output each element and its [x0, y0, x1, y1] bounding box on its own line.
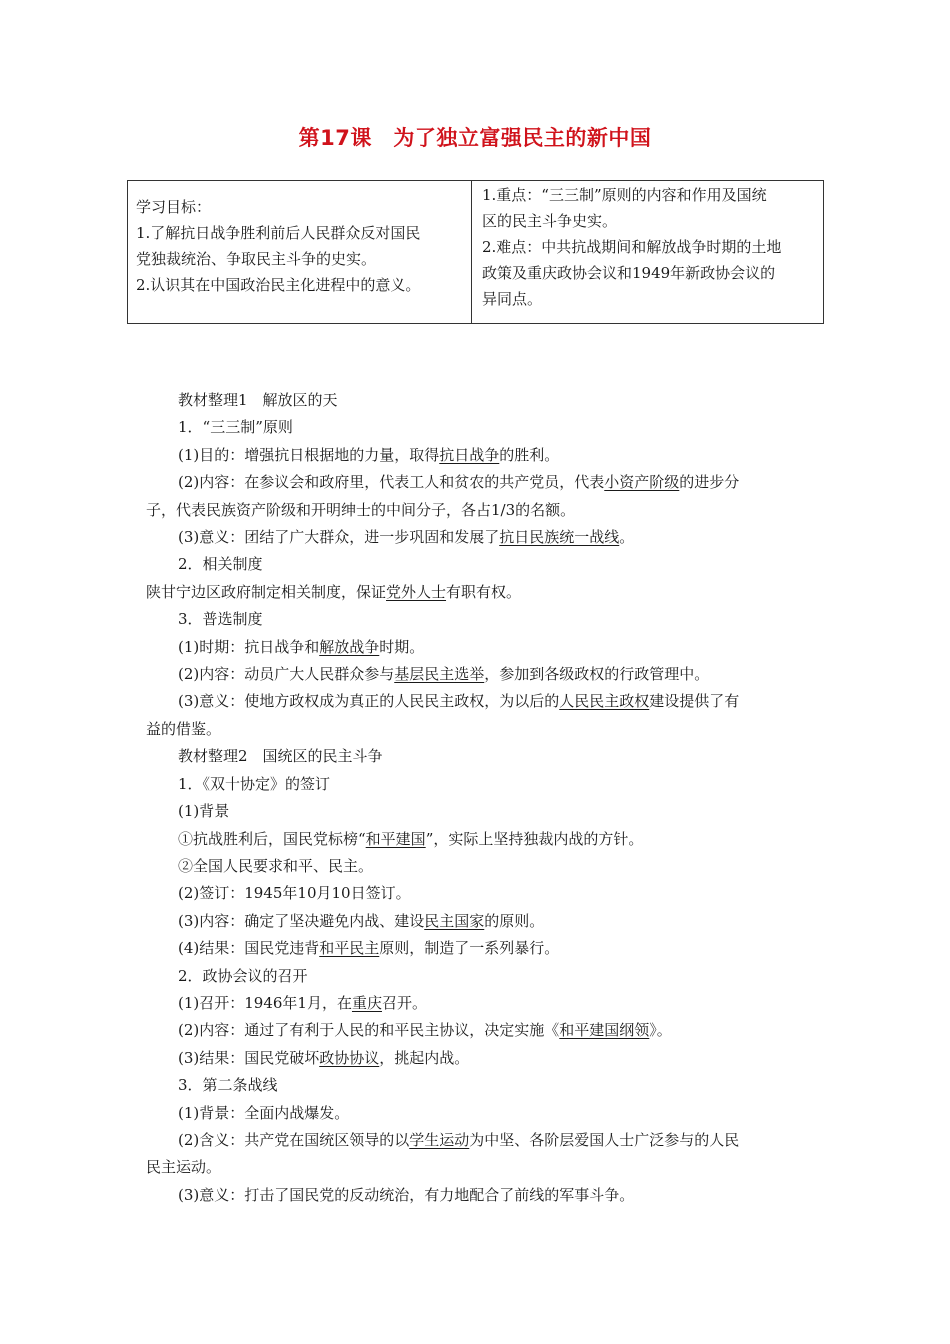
text-segment: (3)意义：使地方政权成为真正的人民民主政权，为以后的 — [178, 692, 560, 711]
text-segment: (2)内容：动员广大人民群众参与 — [178, 665, 395, 684]
goal-line: 区的民主斗争史实。 — [482, 212, 618, 230]
goal-line: 政策及重庆政协会议和1949年新政协会议的 — [482, 264, 776, 282]
underlined-answer: 党外人士 — [386, 582, 447, 601]
content-line — [146, 880, 814, 907]
learning-goals-cell — [128, 181, 472, 323]
text-segment: 教材整理1 解放区的天 — [178, 391, 338, 409]
content-line — [146, 990, 814, 1017]
text-segment: 有职有权。 — [446, 582, 522, 601]
text-segment: ，挑起内战。 — [379, 1048, 470, 1067]
content-line — [146, 1127, 814, 1154]
underlined-answer: 解放战争 — [319, 637, 380, 656]
text-segment: (3)内容：确定了坚决避免内战、建设 — [178, 911, 425, 930]
text-segment: 2．政协会议的召开 — [178, 966, 308, 985]
content-line — [146, 1017, 814, 1044]
content-line — [146, 853, 814, 880]
underlined-answer: 民主国家 — [424, 911, 485, 930]
content-line — [146, 414, 814, 441]
page-title: 第17课 为了独立富强民主的新中国 — [298, 126, 652, 150]
content-line — [146, 469, 814, 496]
underlined-answer: 小资产阶级 — [604, 473, 680, 492]
text-segment: 时期。 — [379, 637, 425, 656]
content-line — [146, 935, 814, 962]
underlined-answer: 政协协议 — [319, 1048, 380, 1067]
text-segment: 的原则。 — [484, 911, 545, 930]
text-segment: 为中坚、各阶层爱国人士广泛参与的人民 — [469, 1130, 740, 1149]
text-segment: (4)结果：国民党违背 — [178, 939, 320, 958]
underlined-answer: 重庆 — [351, 993, 382, 1012]
text-segment: 1．“三三制”原则 — [178, 418, 293, 437]
text-segment: 的胜利。 — [499, 445, 560, 464]
content-line — [146, 634, 814, 661]
text-segment: 的进步分 — [679, 473, 740, 492]
key-points-cell — [472, 181, 823, 323]
text-segment: 3．普选制度 — [178, 610, 263, 629]
content-line — [146, 963, 814, 990]
text-segment: 益的借鉴。 — [146, 719, 222, 738]
content-line — [146, 688, 814, 715]
content-line — [146, 1154, 814, 1181]
goal-line: 1.了解抗日战争胜利前后人民群众反对国民 — [136, 224, 421, 242]
content-body — [146, 387, 814, 1209]
text-segment: (3)结果：国民党破坏 — [178, 1048, 320, 1067]
goal-line: 学习目标： — [136, 198, 212, 216]
text-segment: (2)含义：共产党在国统区领导的以 — [178, 1130, 410, 1149]
goal-line: 党独裁统治、争取民主斗争的史实。 — [136, 250, 377, 268]
content-line — [146, 387, 814, 414]
text-segment: 召开。 — [381, 993, 427, 1012]
underlined-answer: 和平建国纲领 — [559, 1021, 650, 1040]
content-line — [146, 661, 814, 688]
content-line — [146, 798, 814, 825]
content-line — [146, 716, 814, 743]
content-line — [146, 524, 814, 551]
text-segment: 教材整理2 国统区的民主斗争 — [178, 747, 383, 766]
text-segment: (2)内容：通过了有利于人民的和平民主协议，决定实施《 — [178, 1021, 560, 1040]
goal-line: 1.重点：“三三制”原则的内容和作用及国统 — [482, 186, 767, 204]
content-line — [146, 1045, 814, 1072]
text-segment: 原则，制造了一系列暴行。 — [379, 939, 560, 958]
text-segment: 》。 — [649, 1021, 672, 1040]
content-line — [146, 442, 814, 469]
text-segment: ”，实际上坚持独裁内战的方针。 — [425, 829, 644, 848]
text-segment: 。 — [619, 528, 635, 547]
content-line — [146, 743, 814, 770]
text-segment: (2)签订：1945年10月10日签订。 — [178, 884, 411, 903]
goal-line: 异同点。 — [482, 290, 543, 308]
text-segment: (1)召开：1946年1月，在 — [178, 993, 352, 1012]
underlined-answer: 抗日民族统一战线 — [499, 528, 620, 547]
goal-line: 2.难点：中共抗战期间和解放战争时期的土地 — [482, 238, 782, 256]
text-segment: (3)意义：团结了广大群众，进一步巩固和发展了 — [178, 528, 500, 547]
content-line — [146, 579, 814, 606]
underlined-answer: 和平建国 — [365, 829, 426, 848]
underlined-answer: 和平民主 — [319, 939, 380, 958]
text-segment: 民主运动。 — [146, 1158, 222, 1177]
text-segment: 建设提供了有 — [649, 692, 740, 711]
text-segment: (1)时期：抗日战争和 — [178, 637, 320, 656]
text-segment: ①抗战胜利后，国民党标榜“ — [178, 829, 366, 848]
underlined-answer: 抗日战争 — [439, 445, 500, 464]
text-segment: (1)背景：全面内战爆发。 — [178, 1103, 350, 1122]
text-segment: 子，代表民族资产阶级和开明绅士的中间分子，各占1/3的名额。 — [146, 500, 576, 519]
text-segment: (1)背景 — [178, 802, 230, 821]
content-line — [146, 606, 814, 633]
text-segment: 1．《双十协定》的签订 — [178, 774, 331, 793]
underlined-answer: 基层民主选举 — [394, 665, 485, 684]
content-line — [146, 1072, 814, 1099]
underlined-answer: 学生运动 — [409, 1130, 470, 1149]
text-segment: ②全国人民要求和平、民主。 — [178, 856, 374, 875]
text-segment: (2)内容：在参议会和政府里，代表工人和贫农的共产党员，代表 — [178, 473, 605, 492]
content-line — [146, 1182, 814, 1209]
content-line — [146, 551, 814, 578]
text-segment: 2．相关制度 — [178, 555, 263, 574]
content-line — [146, 826, 814, 853]
text-segment: (3)意义：打击了国民党的反动统治，有力地配合了前线的军事斗争。 — [178, 1185, 635, 1204]
goal-line: 2.认识其在中国政治民主化进程中的意义。 — [136, 276, 421, 294]
content-line — [146, 771, 814, 798]
text-segment: ，参加到各级政权的行政管理中。 — [484, 665, 710, 684]
text-segment: 3．第二条战线 — [178, 1076, 278, 1095]
content-line — [146, 908, 814, 935]
text-segment: 陕甘宁边区政府制定相关制度，保证 — [146, 582, 387, 601]
goals-table — [127, 180, 824, 324]
content-line — [146, 1100, 814, 1127]
underlined-answer: 人民民主政权 — [559, 692, 650, 711]
content-line — [146, 497, 814, 524]
text-segment: (1)目的：增强抗日根据地的力量，取得 — [178, 445, 440, 464]
